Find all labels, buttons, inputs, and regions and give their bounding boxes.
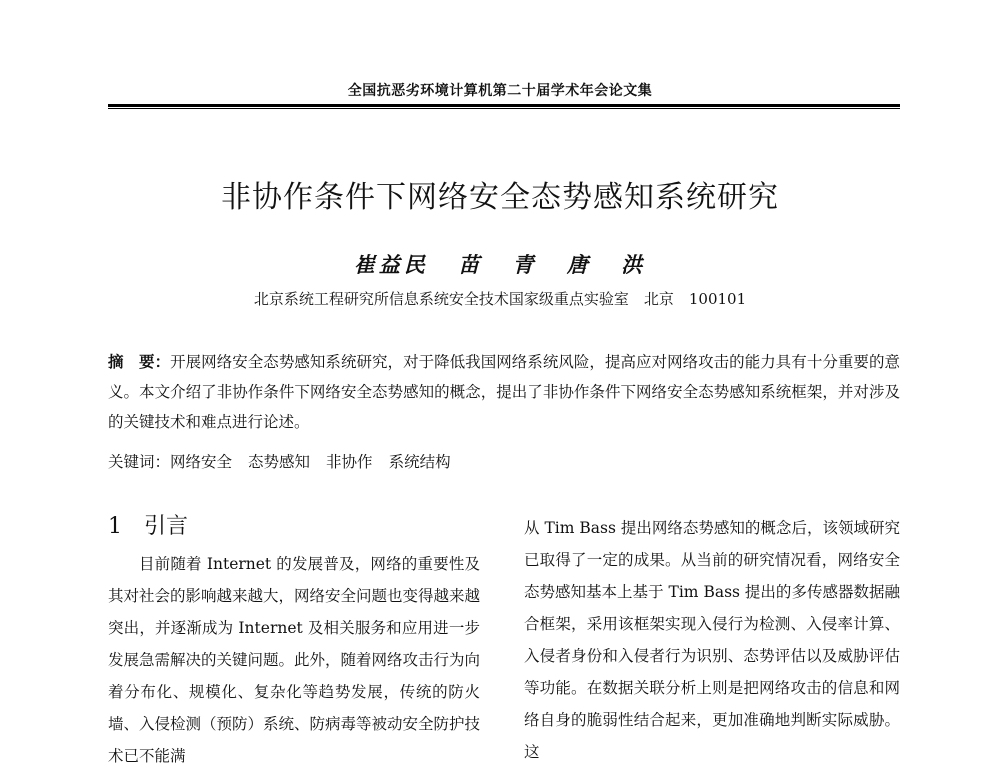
section-number: 1: [108, 514, 122, 539]
author-1: 崔益民: [353, 252, 429, 277]
author-3: 唐 洪: [566, 252, 647, 277]
paper-title: 非协作条件下网络安全态势感知系统研究: [221, 180, 779, 215]
keyword-term: 态势感知: [248, 453, 311, 471]
abstract-text: 开展网络安全态势感知系统研究，对于降低我国网络系统风险，提高应对网络攻击的能力具有十分重要的意义。本文介绍了非协作条件下网络安全态势感知的概念，提出了非协作条件下网络安全态势感知系统框架，并对涉及的关键技术和难点进行论述。: [108, 353, 900, 431]
abstract-label: 摘 要：: [108, 352, 171, 371]
author-list: [0, 249, 1000, 279]
keywords-label: 关键词：: [108, 453, 171, 471]
keywords: [108, 447, 900, 477]
affiliation: 北京系统工程研究所信息系统安全技术国家级重点实验室 北京 100101: [253, 290, 747, 308]
left-column: [108, 512, 480, 772]
section-title: 引言: [144, 514, 189, 539]
keyword-term: 非协作: [326, 453, 373, 471]
keyword-term: 网络安全: [170, 453, 233, 471]
body-paragraph: 从 Tim Bass 提出网络态势感知的概念后，该领域研究已取得了一定的成果。从当前的研究情况看，网络安全态势感知基本上基于 Tim Bass 提出的多传感器数据融合框架，采用该框架实现入侵行为检测、入侵率计算、入侵者身份和入侵者行为识别、态势评估以及威胁评估等功能。在数据关联分析上则是把网络攻击的信息和网络自身的脆弱性结合起来，更加准确地判断实际威胁。这: [524, 519, 900, 761]
body-paragraph: 目前随着 Internet 的发展普及，网络的重要性及其对社会的影响越来越大，网络安全问题也变得越来越突出，并逐渐成为 Internet 及相关服务和应用进一步发展急需解决的关键问题。此外，随着网络攻击行为向着分布化、规模化、复杂化等趋势发展，传统的防火墙、入侵检测（预防）系统、防病毒等被动安全防护技术已不能满: [108, 555, 481, 765]
author-2: 苗 青: [458, 252, 538, 277]
section-heading: [108, 512, 480, 542]
header-rule-thin: [108, 108, 900, 109]
keyword-term: 系统结构: [388, 453, 451, 471]
running-header: 全国抗恶劣环境计算机第二十届学术年会论文集: [347, 83, 653, 99]
right-column: [524, 512, 900, 768]
abstract: [108, 347, 900, 437]
header-rule: [108, 104, 900, 107]
